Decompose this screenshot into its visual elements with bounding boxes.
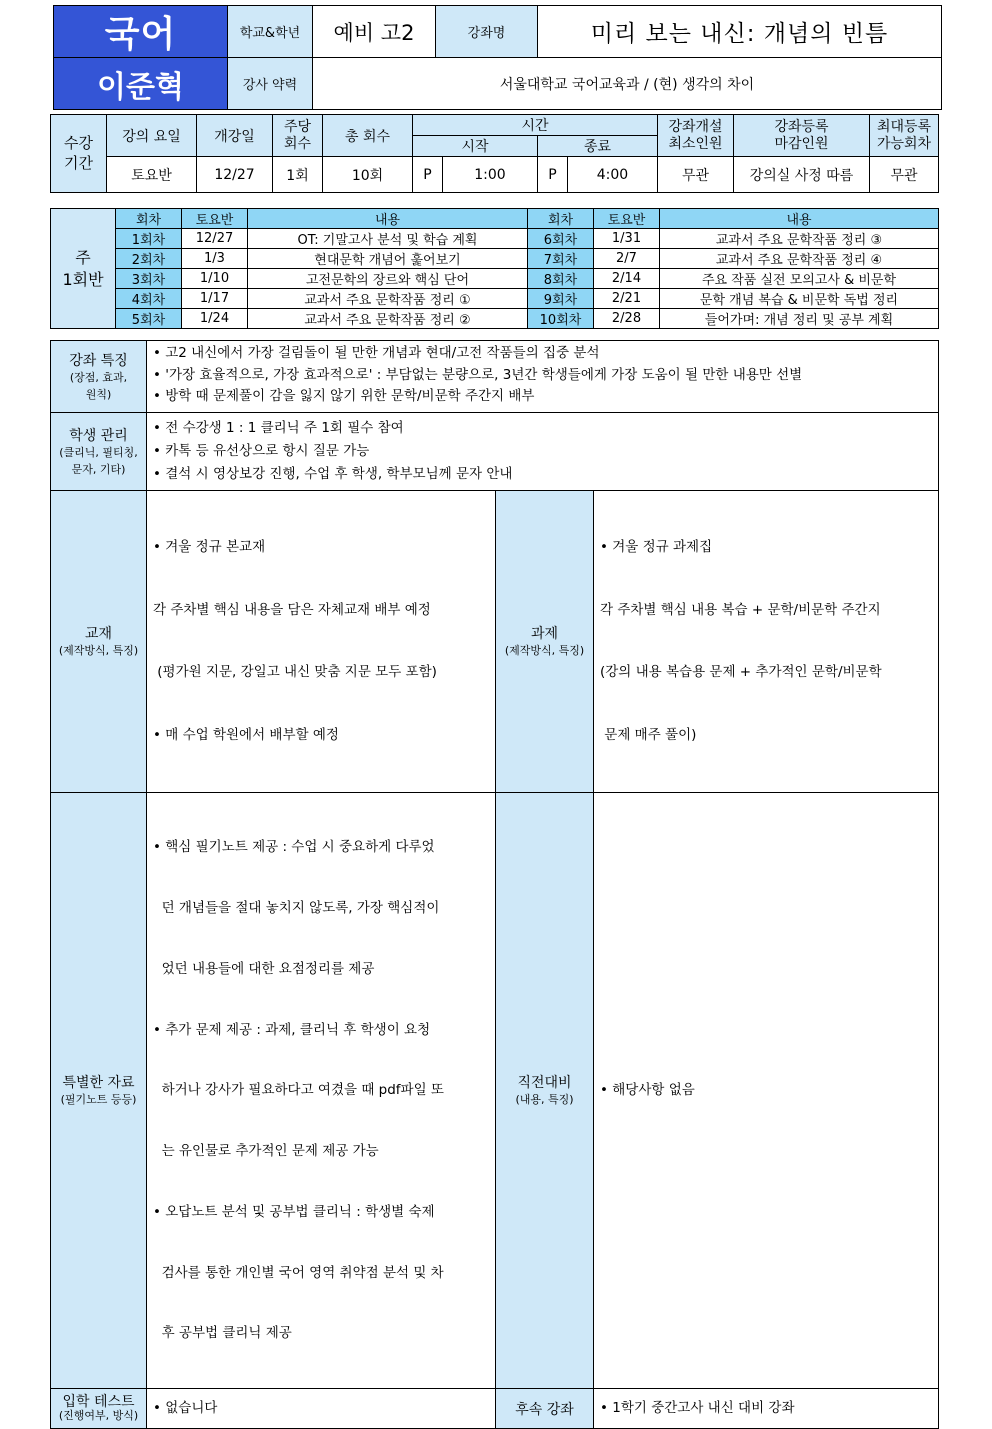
- special-line: 는 유인물로 추가적인 문제 제공 가능: [153, 1143, 379, 1160]
- exam-content: • 해당사항 없음: [594, 792, 939, 1388]
- mgmt-line: • 카톡 등 유선상으로 항시 질문 가능: [153, 443, 370, 460]
- teacher-cell: [54, 58, 228, 110]
- feature-line: • '가장 효율적으로, 가장 효과적으로' : 부담없는 분량으로, 3년간 학생들에게 가장 도움이 될 만한 내용만 선별: [153, 366, 803, 383]
- mgmt-label-cell: [51, 413, 147, 491]
- features-sub: (장점, 효과, 원칙): [69, 371, 128, 401]
- course-name-value: 미리 보는 내신: 개념의 빈틈: [538, 6, 942, 58]
- content-4: 교과서 주요 문학작품 정리 ①: [248, 289, 528, 309]
- content-2: 현대문학 개념어 훑어보기: [248, 249, 528, 269]
- homework-label: 과제: [530, 626, 559, 643]
- school-grade-label: 학교&학년: [228, 6, 313, 58]
- col-session-right: 회차: [528, 209, 594, 229]
- entrance-content: • 없습니다: [147, 1389, 496, 1429]
- special-line: 검사를 통한 개인별 국어 영역 취약점 분석 및 차: [153, 1264, 444, 1281]
- special-line: • 오답노트 분석 및 공부법 클리닉 : 학생별 숙제: [153, 1203, 435, 1220]
- date-5: 1/24: [182, 309, 248, 329]
- end-ampm: P: [538, 157, 568, 193]
- exam-label-cell: [496, 792, 594, 1388]
- homework-line: • 겨울 정규 과제집: [600, 538, 713, 555]
- special-content: [147, 792, 496, 1388]
- content-7: 교과서 주요 문학작품 정리 ④: [660, 249, 939, 269]
- entrance-label: 입학 테스트: [62, 1393, 135, 1410]
- deadline-value: 강의실 사정 따름: [734, 157, 870, 193]
- special-line: • 추가 문제 제공 : 과제, 클리닉 후 학생이 요청: [153, 1021, 431, 1038]
- period-label: 수강 기간: [51, 115, 107, 193]
- col-session-left: 회차: [116, 209, 182, 229]
- textbook-content: [147, 491, 496, 793]
- date-9: 2/21: [594, 289, 660, 309]
- session-4: 4회차: [116, 289, 182, 309]
- weekly-value: 1회: [273, 157, 323, 193]
- date-2: 1/3: [182, 249, 248, 269]
- content-10: 들어가며: 개념 정리 및 공부 계획: [660, 309, 939, 329]
- profile-label: 강사 약력: [228, 58, 313, 110]
- profile-value: 서울대학교 국어교육과 / (현) 생각의 차이: [313, 58, 942, 110]
- end-time: 4:00: [568, 157, 658, 193]
- weekly-table: [50, 208, 939, 329]
- date-1: 12/27: [182, 229, 248, 249]
- homework-content: [594, 491, 939, 793]
- special-label: 특별한 자료: [62, 1075, 135, 1092]
- textbook-label-cell: [51, 491, 147, 793]
- textbook-line: 각 주차별 핵심 내용을 담은 자체교재 배부 예정: [153, 601, 431, 618]
- content-3: 고전문학의 장르와 핵심 단어: [248, 269, 528, 289]
- special-line: 후 공부법 클리닉 제공: [153, 1325, 292, 1342]
- special-sub: (필기노트 등등): [60, 1093, 137, 1107]
- date-3: 1/10: [182, 269, 248, 289]
- features-label: 강좌 특징: [69, 353, 128, 369]
- homework-line: 문제 매주 풀이): [600, 727, 697, 744]
- col-content-right: 내용: [660, 209, 939, 229]
- col-day: 강의 요일: [107, 115, 197, 157]
- textbook-label: 교재: [84, 626, 113, 643]
- session-2: 2회차: [116, 249, 182, 269]
- content-6: 교과서 주요 문학작품 정리 ③: [660, 229, 939, 249]
- session-10: 10회차: [528, 309, 594, 329]
- session-6: 6회차: [528, 229, 594, 249]
- col-total: 총 회수: [323, 115, 413, 157]
- mgmt-line: • 결석 시 영상보강 진행, 수업 후 학생, 학부모님께 문자 안내: [153, 465, 513, 482]
- exam-sub: (내용, 특징): [515, 1093, 574, 1107]
- header-table: [53, 5, 942, 110]
- info-table: [50, 340, 939, 1429]
- col-start-date: 개강일: [197, 115, 273, 157]
- col-min: 강좌개설 최소인원: [658, 115, 734, 157]
- date-10: 2/28: [594, 309, 660, 329]
- weekly-side-label: 주 1회반: [51, 209, 116, 329]
- date-7: 2/7: [594, 249, 660, 269]
- content-5: 교과서 주요 문학작품 정리 ②: [248, 309, 528, 329]
- total-value: 10회: [323, 157, 413, 193]
- exam-label: 직전대비: [517, 1075, 572, 1092]
- mgmt-content: [147, 413, 939, 491]
- textbook-line: (평가원 지문, 강일고 내신 맞춤 지문 모두 포함): [153, 664, 437, 681]
- course-name-label: 강좌명: [436, 6, 538, 58]
- col-weekly: 주당 회수: [273, 115, 323, 157]
- session-9: 9회차: [528, 289, 594, 309]
- col-content-left: 내용: [248, 209, 528, 229]
- feature-line: • 방학 때 문제풀이 감을 잃지 않기 위한 문학/비문학 주간지 배부: [153, 388, 535, 405]
- col-time-start: 시작: [413, 136, 538, 157]
- textbook-line: • 매 수업 학원에서 배부할 예정: [153, 727, 339, 744]
- session-7: 7회차: [528, 249, 594, 269]
- session-3: 3회차: [116, 269, 182, 289]
- textbook-line: • 겨울 정규 본교재: [153, 538, 266, 555]
- teacher-name: 이준혁: [97, 69, 184, 105]
- homework-sub: (제작방식, 특징): [504, 644, 585, 658]
- mgmt-sub: (클리닉, 필티칭, 문자, 기타): [59, 446, 138, 476]
- subject-cell: [54, 6, 228, 58]
- col-time-end: 종료: [538, 136, 658, 157]
- date-8: 2/14: [594, 269, 660, 289]
- date-4: 1/17: [182, 289, 248, 309]
- homework-line: (강의 내용 복습용 문제 + 추가적인 문학/비문학: [600, 664, 882, 681]
- school-grade-value: 예비 고2: [313, 6, 436, 58]
- col-deadline: 강좌등록 마감인원: [734, 115, 870, 157]
- features-label-cell: [51, 341, 147, 413]
- feature-line: • 고2 내신에서 가장 걸림돌이 될 만한 개념과 현대/고전 작품들의 집중 분석: [153, 345, 600, 362]
- mgmt-line: • 전 수강생 1 : 1 클리닉 주 1회 필수 참여: [153, 420, 404, 437]
- start-date-value: 12/27: [197, 157, 273, 193]
- start-ampm: P: [413, 157, 443, 193]
- col-day-right: 토요반: [594, 209, 660, 229]
- session-5: 5회차: [116, 309, 182, 329]
- max-value: 무관: [870, 157, 939, 193]
- special-line: 하거나 강사가 필요하다고 여겼을 때 pdf파일 또: [153, 1082, 444, 1099]
- homework-label-cell: [496, 491, 594, 793]
- homework-line: 각 주차별 핵심 내용 복습 + 문학/비문학 주간지: [600, 601, 881, 618]
- session-8: 8회차: [528, 269, 594, 289]
- special-line: • 핵심 필기노트 제공 : 수업 시 중요하게 다루었: [153, 839, 435, 856]
- date-6: 1/31: [594, 229, 660, 249]
- subject: 국어: [104, 14, 177, 55]
- schedule-table: [50, 114, 939, 193]
- textbook-sub: (제작방식, 특징): [58, 644, 139, 658]
- followup-label: 후속 강좌: [496, 1389, 594, 1429]
- special-line: 었던 내용들에 대한 요점정리를 제공: [153, 960, 375, 977]
- special-line: 던 개념들을 절대 놓치지 않도록, 가장 핵심적이: [153, 900, 440, 917]
- entrance-sub: (진행여부, 방식): [58, 1409, 139, 1423]
- content-1: OT: 기말고사 분석 및 학습 계획: [248, 229, 528, 249]
- col-time: 시간: [413, 115, 658, 136]
- mgmt-label: 학생 관리: [69, 428, 128, 444]
- features-content: [147, 341, 939, 413]
- col-day-left: 토요반: [182, 209, 248, 229]
- entrance-label-cell: [51, 1389, 147, 1429]
- special-label-cell: [51, 792, 147, 1388]
- col-max: 최대등록 가능회차: [870, 115, 939, 157]
- followup-content: • 1학기 중간고사 내신 대비 강좌: [594, 1389, 939, 1429]
- content-8: 주요 작품 실전 모의고사 & 비문학: [660, 269, 939, 289]
- start-time: 1:00: [443, 157, 538, 193]
- min-value: 무관: [658, 157, 734, 193]
- day-value: 토요반: [107, 157, 197, 193]
- session-1: 1회차: [116, 229, 182, 249]
- content-9: 문학 개념 복습 & 비문학 독법 정리: [660, 289, 939, 309]
